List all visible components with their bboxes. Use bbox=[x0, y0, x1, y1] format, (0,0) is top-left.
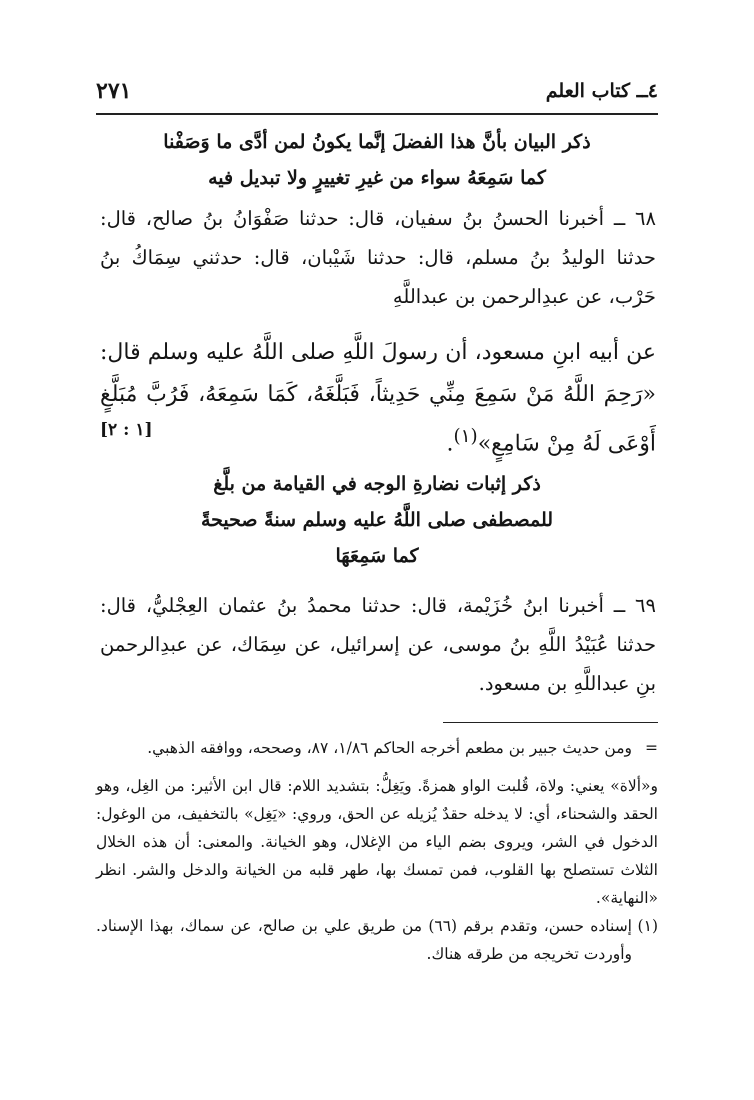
heading-line: كما سَمِعَهَا bbox=[335, 545, 419, 567]
matn-intro: عن أبيه ابنِ مسعود، أن رسولَ اللَّهِ صلى اللَّهُ عليه وسلم قال: bbox=[100, 340, 656, 365]
running-header bbox=[96, 78, 658, 108]
chapter-heading-second bbox=[100, 466, 654, 574]
chapter-heading-first bbox=[100, 124, 654, 196]
footnote-reference: (١) bbox=[453, 426, 478, 447]
hadith-68-matn: عن أبيه ابنِ مسعود، أن رسولَ اللَّهِ صلى اللَّهُ عليه وسلم قال: «رَحِمَ اللَّهُ مَنْ سَمِعَ مِنِّي حَدِيثاً، فَبَلَّغَهُ، كَمَا سَمِعَهُ، فَرُبَّ مُبَلَّغٍ أَوْعَى لَهُ مِنْ سَامِعٍ»$^{(١)}$. bbox=[100, 340, 656, 457]
footnotes bbox=[96, 734, 658, 968]
heading-line: ذكر إثبات نضارةِ الوجه في القيامة من بلَّغ bbox=[213, 473, 541, 495]
heading-line: للمصطفى صلى اللَّهُ عليه وسلم سنةً صحيحةً bbox=[200, 509, 554, 531]
footnote-1-marker: (١) bbox=[637, 917, 658, 935]
footnote-gloss: و«ألاة» يعني: ولاة، قُلبت الواو همزةً. ويَغِلُّ: بتشديد اللام: قال ابن الأثير: من الغِل، وهو الحقد والشحناء، أي: لا يدخله حقدٌ يُزيله عن الحق، وروي: «يَغِل» بالتخفيف، من الوغول: الدخول في الشر، ويروى بضم الياء من الإغلال، وهو الخيانة. والمعنى: أن هذه الخلال الثلاث تستصلح بها القلوب، فمن تمسك بها، طهر قلبه من الخيانة والدخل والشر. انظر «النهاية». bbox=[96, 777, 658, 907]
hadith-69-isnad: ٦٩ ــ أخبرنا ابنُ خُزَيْمة، قال: حدثنا محمدُ بنُ عثمان العِجْليُّ، قال: حدثنا عُبَيْدُ اللَّهِ بنُ موسى، عن إسرائيل، عن سِمَاك، عن عبدِالرحمن بنِ عبداللَّهِ بن مسعود. bbox=[100, 594, 656, 695]
hadith-68-isnad: ٦٨ ــ أخبرنا الحسنُ بنُ سفيان، قال: حدثنا صَفْوَانُ بنُ صالح، قال: حدثنا الوليدُ بنُ مسلم، قال: حدثنا شَيْبان، قال: حدثني سِمَاكُ بنُ حَرْب، عن عبدِالرحمن بن عبداللَّهِ bbox=[100, 207, 656, 308]
heading-line: ذكر البيان بأنَّ هذا الفضلَ إنَّما يكونُ لمن أدَّى ما وَصَفْنا bbox=[163, 131, 591, 153]
running-title: ٤ــ كتاب العلم bbox=[545, 80, 658, 102]
footnote-1 bbox=[96, 912, 658, 968]
continuation-marker: = bbox=[645, 739, 658, 757]
footnote-rule bbox=[443, 722, 658, 723]
footnote-1-text: إسناده حسن، وتقدم برقم (٦٦) من طريق علي بن صالح، عن سماك، بهذا الإسناد. وأوردت تخريجه من طرقه هناك. bbox=[96, 917, 632, 963]
page-number: ٢٧١ bbox=[96, 78, 132, 104]
matn-quote: «رَحِمَ اللَّهُ مَنْ سَمِعَ مِنِّي حَدِيثاً، فَبَلَّغَهُ، كَمَا سَمِعَهُ، فَرُبَّ مُبَلَّغٍ أَوْعَى لَهُ مِنْ سَامِعٍ» bbox=[100, 382, 656, 457]
footnote-continued bbox=[96, 734, 658, 762]
footnote-continued-text: ومن حديث جبير بن مطعم أخرجه الحاكم ١/٨٦، ٨٧، وصححه، ووافقه الذهبي. bbox=[147, 739, 632, 757]
hadith-reference-tag: [١ : ٢] bbox=[100, 420, 153, 440]
header-rule bbox=[96, 113, 658, 115]
heading-line: كما سَمِعَهُ سواء من غيرِ تغييرٍ ولا تبديل فيه bbox=[208, 167, 546, 189]
